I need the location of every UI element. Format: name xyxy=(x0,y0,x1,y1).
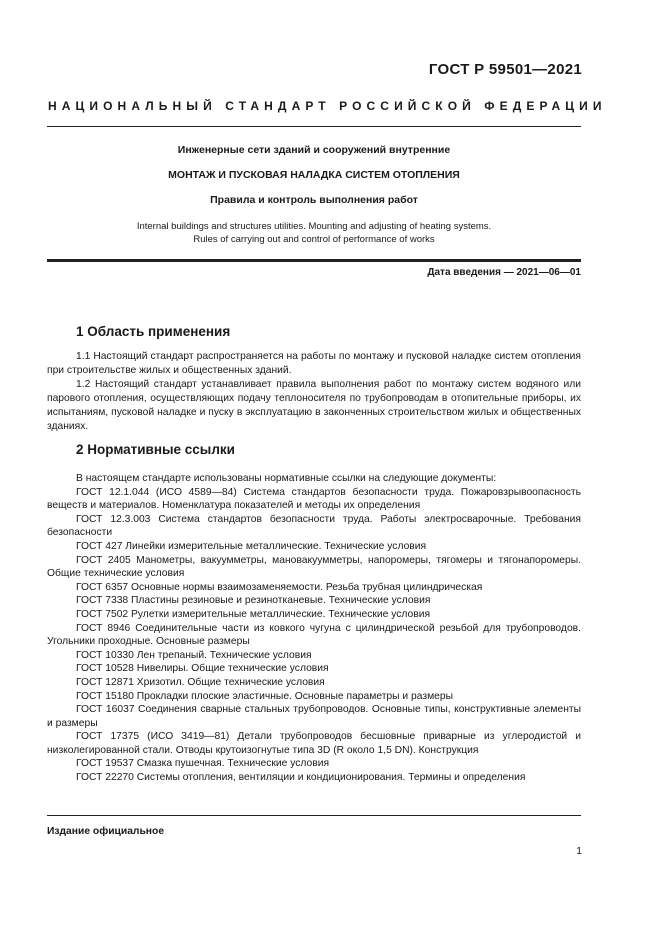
reference-item: ГОСТ 19537 Смазка пушечная. Технические условия xyxy=(76,758,330,770)
title-line-2: МОНТАЖ И ПУСКОВАЯ НАЛАДКА СИСТЕМ ОТОПЛЕНИЯ xyxy=(168,169,460,181)
official-edition-label: Издание официальное xyxy=(47,826,165,837)
reference-item: ГОСТ 12.1.044 (ИСО 4589—84) Система стандартов безопасности труда. Пожаровзрывоопасность веществ и материалов. Номенклатура показателей и методы их определения xyxy=(47,486,581,512)
reference-item: ГОСТ 10330 Лен трепаный. Технические условия xyxy=(76,649,312,661)
reference-item: ГОСТ 8946 Соединительные части из ковкого чугуна с цилиндрической резьбой для трубопроводов. Угольники проходные. Основные размеры xyxy=(47,622,581,648)
page-number: 1 xyxy=(576,846,582,857)
section-2-heading: 2 Нормативные ссылки xyxy=(76,442,235,457)
reference-item: ГОСТ 12.3.003 Система стандартов безопасности труда. Работы электросварочные. Требования безопасности xyxy=(47,513,581,539)
reference-item: ГОСТ 427 Линейки измерительные металлические. Технические условия xyxy=(76,540,427,552)
footer-divider xyxy=(47,815,581,816)
reference-item: ГОСТ 6357 Основные нормы взаимозаменяемости. Резьба трубная цилиндрическая xyxy=(76,581,483,593)
section-1-paragraph-1: 1.1 Настоящий стандарт распространяется на работы по монтажу и пусковой наладке систем отопления при строительстве жилых и общественных зданий. xyxy=(47,351,581,376)
reference-item: ГОСТ 15180 Прокладки плоские эластичные. Основные параметры и размеры xyxy=(76,690,454,702)
introduction-date: Дата введения — 2021—06—01 xyxy=(427,267,581,278)
english-title xyxy=(47,220,581,246)
section-1-paragraph-2: 1.2 Настоящий стандарт устанавливает правила выполнения работ по монтажу систем водяного или парового отопления, осуществляющих подачу теплоносителя по трубопроводам в отопительные приборы, их испытаниям, пусковой наладке и пуску в эксплуатацию в законченных строительством жилых и общественных зданиях. xyxy=(47,379,581,432)
reference-item: ГОСТ 16037 Соединения сварные стальных трубопроводов. Основные типы, конструктивные элементы и размеры xyxy=(47,704,581,729)
title-line-3: Правила и контроль выполнения работ xyxy=(210,194,418,206)
title-divider xyxy=(47,259,581,262)
header-divider xyxy=(47,126,581,127)
reference-item: ГОСТ 2405 Манометры, вакуумметры, мановакуумметры, напоромеры, тягомеры и тягонапоромеры. Общие технические условия xyxy=(47,554,581,580)
reference-item: ГОСТ 12871 Хризотил. Общие технические условия xyxy=(76,676,325,688)
references-intro: В настоящем стандарте использованы нормативные ссылки на следующие документы: xyxy=(76,473,497,484)
reference-item: ГОСТ 22270 Системы отопления, вентиляции и кондиционирования. Термины и определения xyxy=(76,772,526,784)
gost-number: ГОСТ Р 59501—2021 xyxy=(428,61,582,78)
english-title-line-2: Rules of carrying out and control of performance of works xyxy=(193,234,435,245)
section-1-heading: 1 Область применения xyxy=(76,324,231,339)
reference-item: ГОСТ 7338 Пластины резиновые и резинотканевые. Технические условия xyxy=(76,595,431,607)
reference-item: ГОСТ 7502 Рулетки измерительные металлические. Технические условия xyxy=(76,608,431,620)
title-line-1: Инженерные сети зданий и сооружений внутренние xyxy=(177,144,451,156)
normative-references-list xyxy=(47,472,581,785)
english-title-line-1: Internal buildings and structures utilities. Mounting and adjusting of heating systems. xyxy=(136,221,492,232)
reference-item: ГОСТ 17375 (ИСО 3419—81) Детали трубопроводов бесшовные приварные из углеродистой и низколегированной стали. Отводы крутоизогнутые типа 3D (R около 1,5 DN). Конструкция xyxy=(47,731,581,756)
reference-item: ГОСТ 10528 Нивелиры. Общие технические условия xyxy=(76,663,329,675)
national-standard-heading: НАЦИОНАЛЬНЫЙ СТАНДАРТ РОССИЙСКОЙ ФЕДЕРАЦИИ xyxy=(48,99,607,113)
